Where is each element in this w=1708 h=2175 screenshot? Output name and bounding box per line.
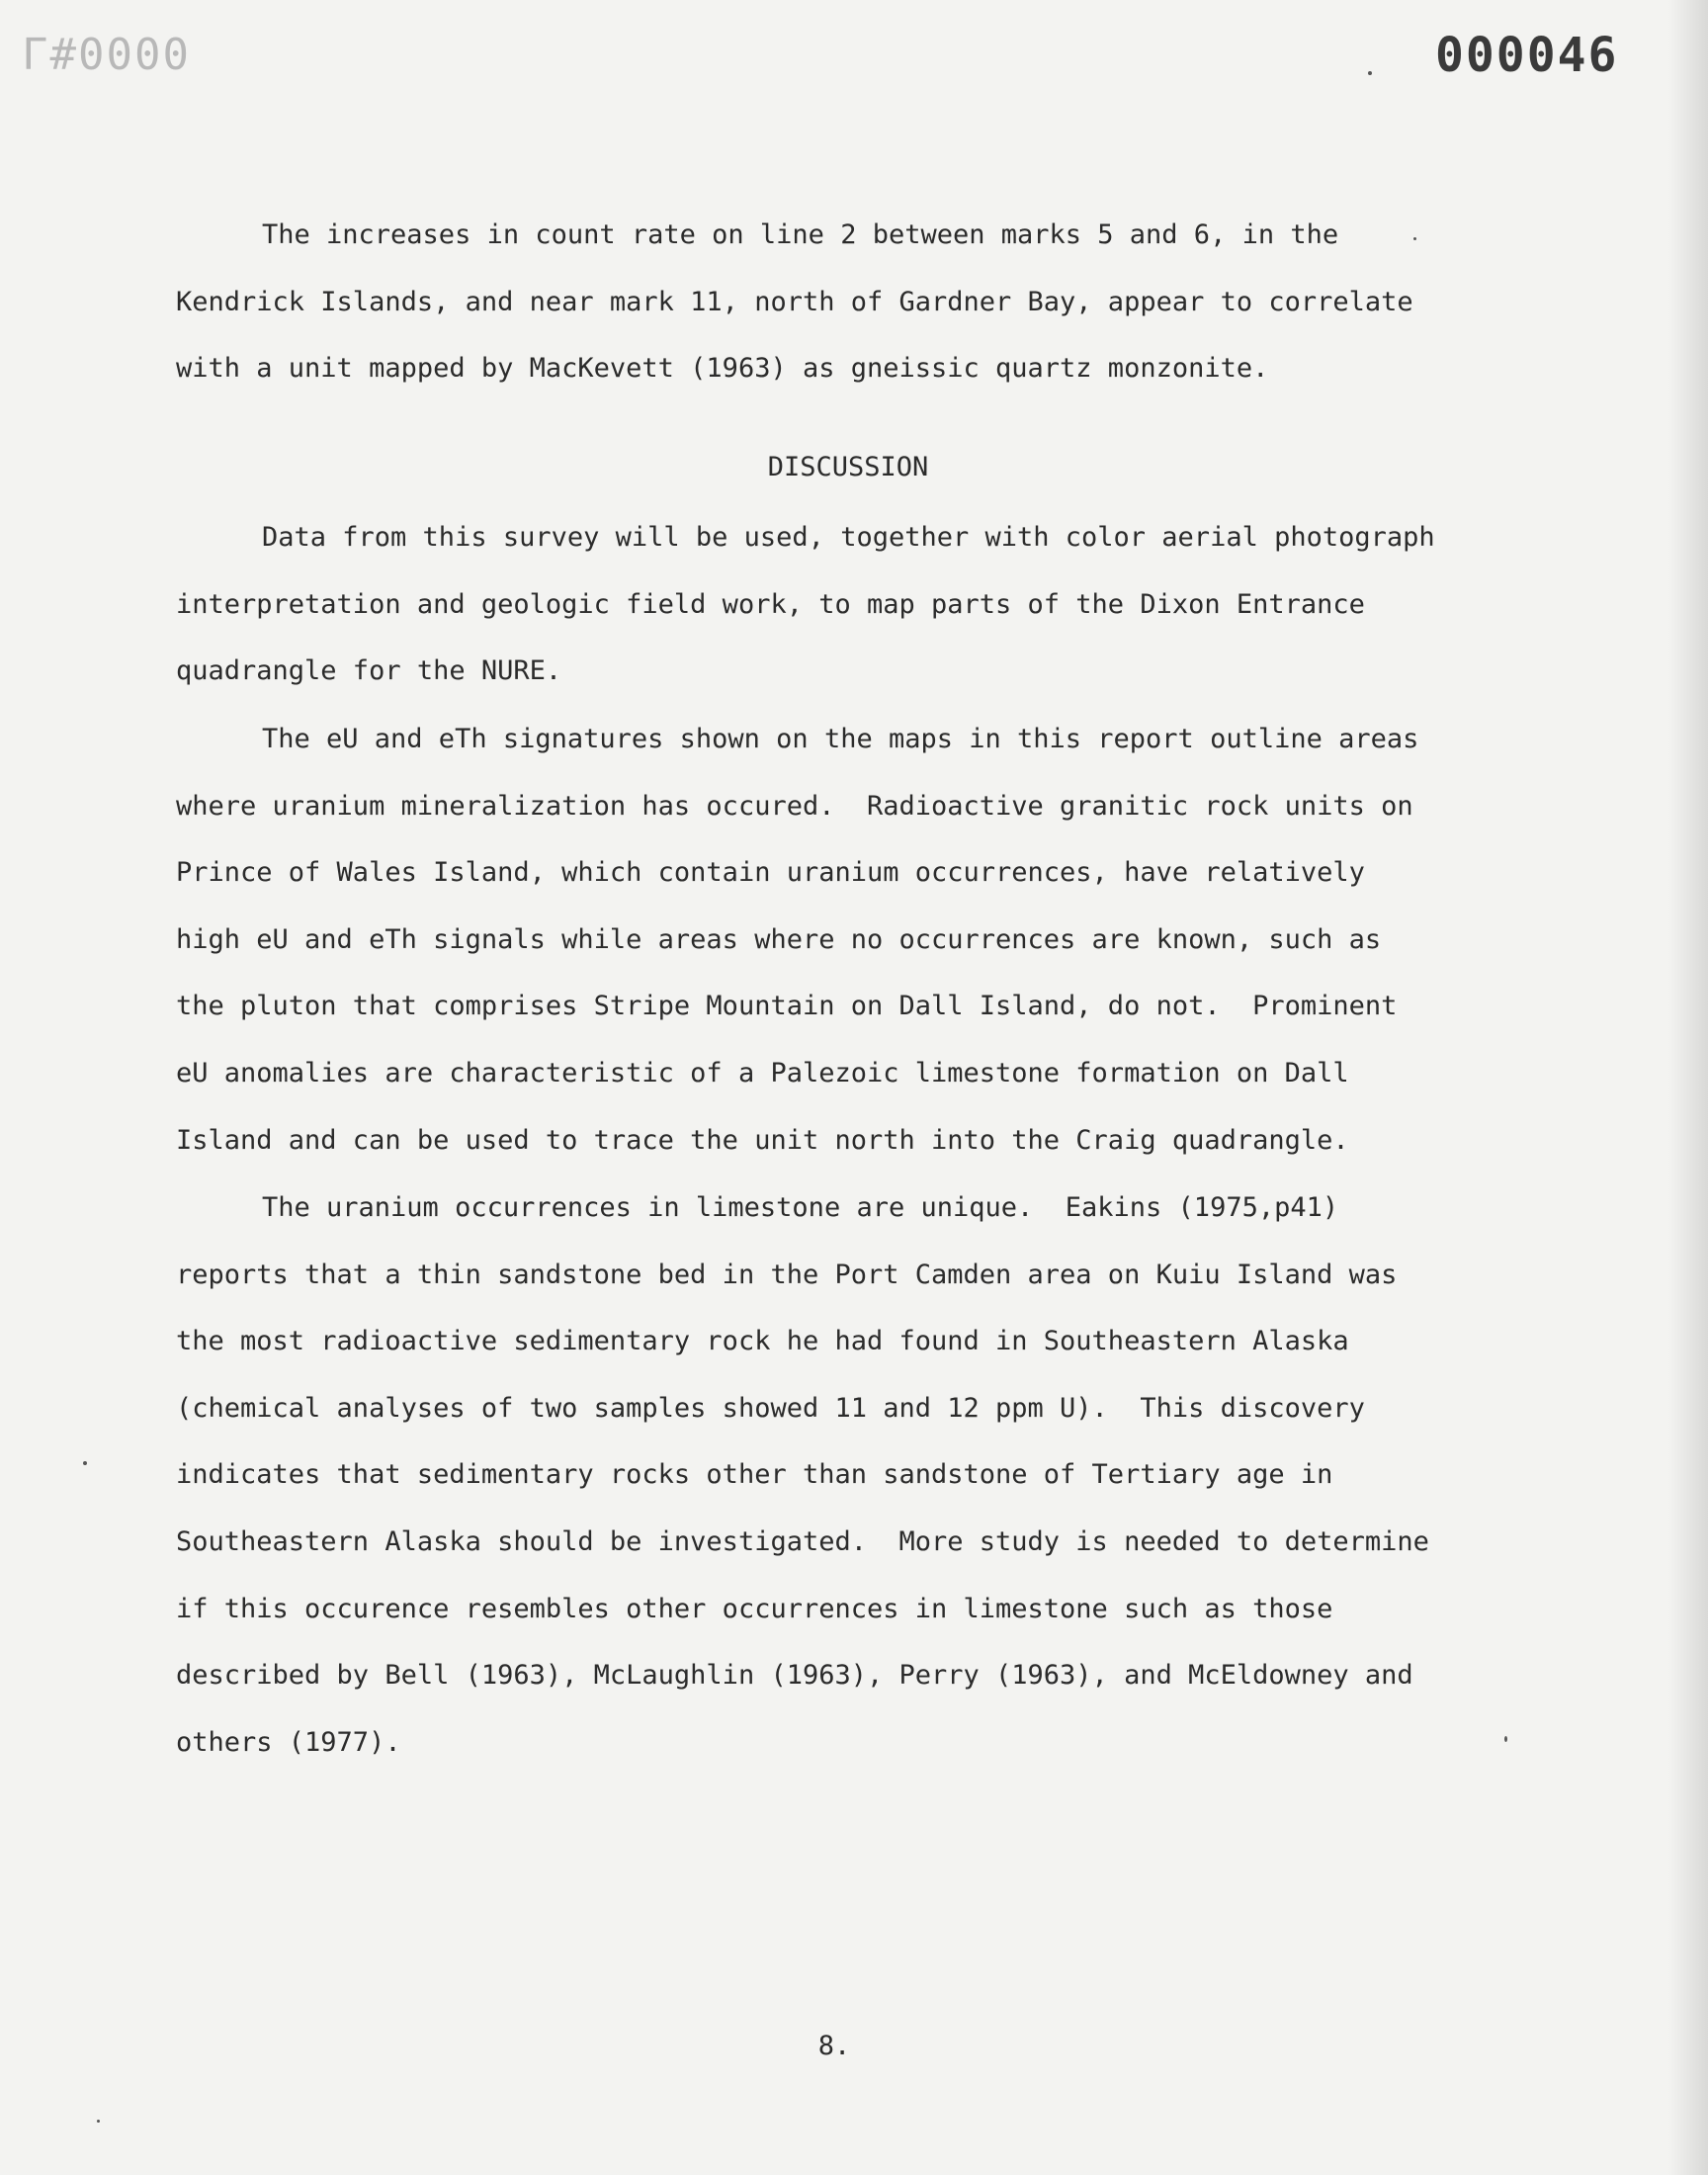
scan-speck: [83, 1461, 87, 1465]
text-line: reports that a thin sandstone bed in the Port Camden area on Kuiu Island was: [176, 1259, 1398, 1290]
page-stamp-number: 000046: [1435, 28, 1619, 83]
paragraph-signatures: [176, 706, 1520, 1174]
text-line: Data from this survey will be used, together with color aerial photograph: [262, 522, 1435, 553]
text-line: The eU and eTh signatures shown on the maps in this report outline areas: [262, 724, 1419, 754]
text-line: Island and can be used to trace the unit north into the Craig quadrangle.: [176, 1124, 1349, 1156]
section-heading: DISCUSSION: [767, 452, 929, 482]
text-line: Prince of Wales Island, which contain uranium occurrences, have relatively: [176, 857, 1365, 889]
text-line: Southeastern Alaska should be investigated. More study is needed to determine: [176, 1525, 1429, 1557]
text-line: with a unit mapped by MacKevett (1963) as gneissic quartz monzonite.: [176, 353, 1269, 385]
faded-stamp-number: Г#0000: [22, 30, 191, 80]
text-line: The uranium occurrences in limestone are unique. Eakins (1975,p41): [262, 1192, 1339, 1223]
text-line: (chemical analyses of two samples showed 11 and 12 ppm U). This discovery: [176, 1392, 1365, 1424]
text-line: The increases in count rate on line 2 between marks 5 and 6, in the: [262, 219, 1339, 250]
text-line: eU anomalies are characteristic of a Palezoic limestone formation on Dall: [176, 1057, 1349, 1088]
text-line: Kendrick Islands, and near mark 11, north of Gardner Bay, appear to correlate: [176, 286, 1413, 317]
page-edge-shadow: [1668, 0, 1708, 2175]
text-line: high eU and eTh signals while areas where no occurrences are known, such as: [176, 923, 1382, 955]
text-line: others (1977).: [176, 1726, 401, 1758]
paragraph-survey-use: [176, 504, 1520, 705]
text-line: the most radioactive sedimentary rock he had found in Southeastern Alaska: [176, 1326, 1349, 1357]
text-line: if this occurence resembles other occurrences in limestone such as those: [176, 1593, 1333, 1624]
scan-speck: [1368, 71, 1372, 75]
text-line: where uranium mineralization has occured. Radioactive granitic rock units on: [176, 790, 1413, 822]
paragraph-count-rate: [176, 202, 1520, 402]
paragraph-limestone: [176, 1174, 1520, 1776]
text-line: interpretation and geologic field work, to map parts of the Dixon Entrance: [176, 588, 1365, 620]
scan-speck: [1504, 1736, 1507, 1742]
scan-speck: [1413, 237, 1416, 240]
text-line: quadrangle for the NURE.: [176, 655, 562, 687]
scan-speck: [97, 2120, 100, 2123]
page-number: 8.: [817, 2031, 851, 2061]
text-line: described by Bell (1963), McLaughlin (1963), Perry (1963), and McEldowney and: [176, 1660, 1413, 1692]
section-heading-wrapper: [176, 452, 1520, 482]
text-line: indicates that sedimentary rocks other than sandstone of Tertiary age in: [176, 1459, 1333, 1491]
text-line: the pluton that comprises Stripe Mountain on Dall Island, do not. Prominent: [176, 991, 1398, 1022]
